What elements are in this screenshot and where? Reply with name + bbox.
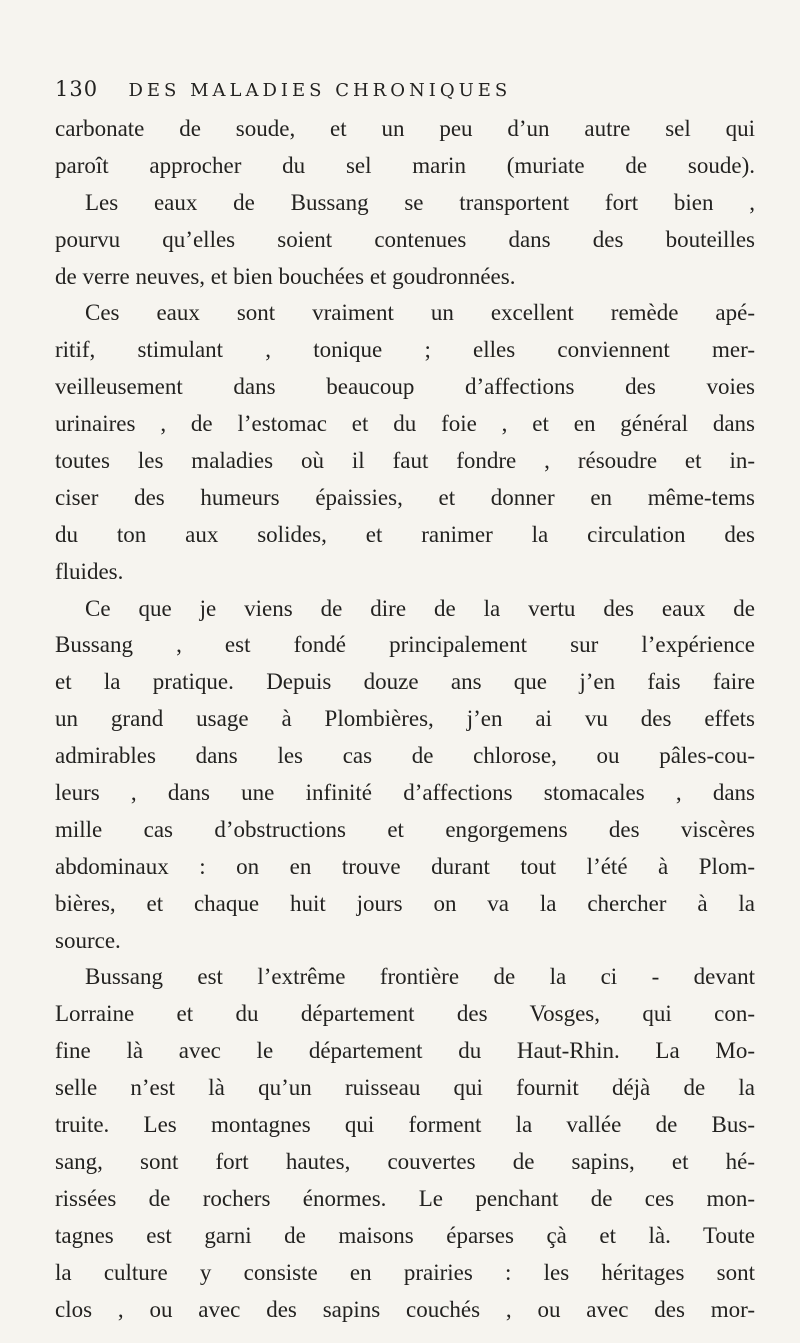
text-line: la culture y consiste en prairies : les héritages sont [55, 1259, 755, 1285]
page-header [55, 76, 511, 104]
text-line: leurs , dans une infinité d’affections stomacales , dans [55, 780, 755, 806]
text-line: rissées de rochers énormes. Le penchant de ces mon- [55, 1185, 755, 1211]
text-line: truite. Les montagnes qui forment la vallée de Bus- [55, 1112, 755, 1138]
text-line: tagnes est garni de maisons éparses çà et là. Toute [55, 1222, 755, 1248]
text-line: clos , ou avec des sapins couchés , ou avec des mor- [55, 1296, 755, 1322]
text-line: ritif, stimulant , tonique ; elles conviennent mer- [55, 337, 755, 363]
text-line: urinaires , de l’estomac et du foie , et en général dans [55, 411, 755, 437]
text-line: ciser des humeurs épaissies, et donner en même-tems [55, 484, 755, 510]
text-line: pourvu qu’elles soient contenues dans des bouteilles [55, 226, 755, 252]
text-line: fluides. [55, 558, 124, 584]
text-line: et la pratique. Depuis douze ans que j’en fais faire [55, 669, 755, 695]
text-line: admirables dans les cas de chlorose, ou pâles-cou- [55, 743, 755, 769]
text-line: bières, et chaque huit jours on va la chercher à la [55, 890, 755, 916]
text-line: Ces eaux sont vraiment un excellent remède apé- [85, 300, 755, 326]
page-number: 130 [55, 77, 99, 101]
text-line: Lorraine et du département des Vosges, qui con- [55, 1001, 755, 1027]
body-text [55, 111, 755, 1328]
text-line: fine là avec le département du Haut-Rhin. La Mo- [55, 1038, 755, 1064]
text-line: de verre neuves, et bien bouchées et goudronnées. [55, 263, 516, 289]
text-line: un grand usage à Plombières, j’en ai vu des effets [55, 706, 755, 732]
text-line: Les eaux de Bussang se transportent fort bien , [85, 189, 755, 215]
text-line: Bussang , est fondé principalement sur l’expérience [55, 632, 755, 658]
text-line: veilleusement dans beaucoup d’affections des voies [55, 374, 755, 400]
running-title: DES MALADIES CHRONIQUES [128, 80, 512, 101]
text-line: du ton aux solides, et ranimer la circulation des [55, 521, 755, 547]
text-line: mille cas d’obstructions et engorgemens des viscères [55, 816, 755, 842]
text-line: carbonate de soude, et un peu d’un autre sel qui [55, 116, 755, 141]
text-line: source. [55, 927, 121, 953]
text-line: selle n’est là qu’un ruisseau qui fournit déjà de la [55, 1075, 755, 1101]
text-line: paroît approcher du sel marin (muriate de soude). [55, 152, 755, 178]
text-line: toutes les maladies où il faut fondre , résoudre et in- [55, 448, 755, 474]
text-line: sang, sont fort hautes, couvertes de sapins, et hé- [55, 1148, 755, 1174]
text-line: Ce que je viens de dire de la vertu des eaux de [85, 595, 755, 621]
text-line: Bussang est l’extrême frontière de la ci - devant [85, 964, 755, 990]
text-line: abdominaux : on en trouve durant tout l’été à Plom- [55, 853, 755, 879]
